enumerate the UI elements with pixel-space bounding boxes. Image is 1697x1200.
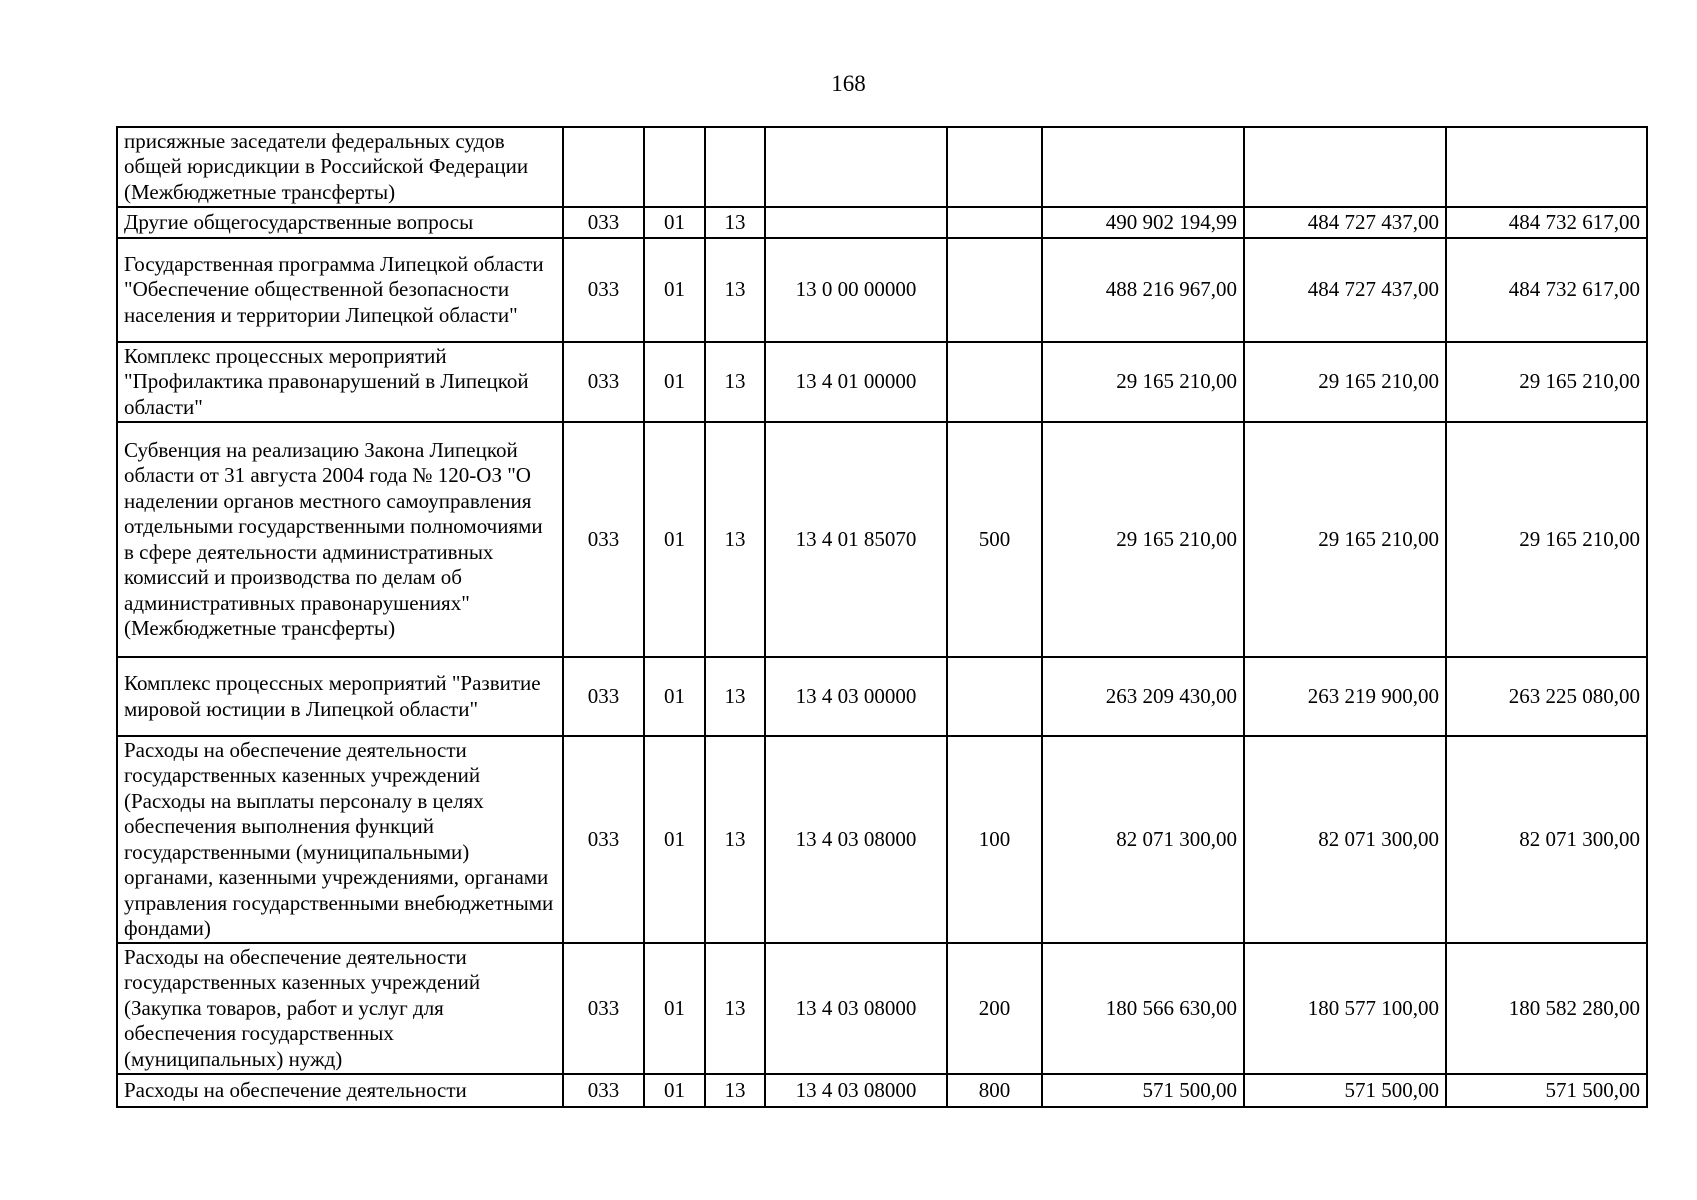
amount-year-3: 180 582 280,00 (1446, 943, 1647, 1074)
target-article-code: 13 0 00 00000 (765, 238, 947, 342)
target-article-code: 13 4 03 00000 (765, 657, 947, 736)
target-article-code: 13 4 03 08000 (765, 1074, 947, 1107)
section-code: 01 (644, 207, 705, 238)
amount-year-2: 571 500,00 (1244, 1074, 1446, 1107)
target-article-code (765, 127, 947, 207)
amount-year-1: 180 566 630,00 (1042, 943, 1244, 1074)
section-code: 01 (644, 238, 705, 342)
subsection-code: 13 (705, 422, 765, 657)
amount-year-2: 263 219 900,00 (1244, 657, 1446, 736)
subsection-code: 13 (705, 657, 765, 736)
amount-year-1: 490 902 194,99 (1042, 207, 1244, 238)
table-row (117, 943, 1647, 1074)
row-name: Расходы на обеспечение деятельности государственных казенных учреждений (Расходы на выплаты персоналу в целях обеспечения выполнения функций государственными (муниципальными) органами, казенными учреждениями, органами управления государственными внебюджетными фондами) (117, 736, 563, 943)
amount-year-2: 484 727 437,00 (1244, 238, 1446, 342)
table-row (117, 342, 1647, 422)
table-body (117, 127, 1647, 1107)
amount-year-3: 29 165 210,00 (1446, 342, 1647, 422)
admin-code: 033 (563, 943, 644, 1074)
expense-type-code: 200 (947, 943, 1042, 1074)
admin-code: 033 (563, 1074, 644, 1107)
admin-code: 033 (563, 342, 644, 422)
amount-year-3 (1446, 127, 1647, 207)
row-name: Другие общегосударственные вопросы (117, 207, 563, 238)
table-row (117, 422, 1647, 657)
row-name: Комплекс процессных мероприятий "Профилактика правонарушений в Липецкой области" (117, 342, 563, 422)
expense-type-code (947, 238, 1042, 342)
admin-code: 033 (563, 422, 644, 657)
table-row (117, 736, 1647, 943)
amount-year-1: 488 216 967,00 (1042, 238, 1244, 342)
amount-year-3: 82 071 300,00 (1446, 736, 1647, 943)
subsection-code (705, 127, 765, 207)
amount-year-2: 82 071 300,00 (1244, 736, 1446, 943)
subsection-code: 13 (705, 342, 765, 422)
admin-code: 033 (563, 238, 644, 342)
amount-year-3: 484 732 617,00 (1446, 207, 1647, 238)
target-article-code: 13 4 03 08000 (765, 943, 947, 1074)
amount-year-2: 29 165 210,00 (1244, 422, 1446, 657)
target-article-code: 13 4 03 08000 (765, 736, 947, 943)
amount-year-1: 82 071 300,00 (1042, 736, 1244, 943)
row-name: Комплекс процессных мероприятий "Развитие мировой юстиции в Липецкой области" (117, 657, 563, 736)
row-name: Государственная программа Липецкой области "Обеспечение общественной безопасности населения и территории Липецкой области" (117, 238, 563, 342)
admin-code: 033 (563, 736, 644, 943)
section-code: 01 (644, 422, 705, 657)
target-article-code: 13 4 01 85070 (765, 422, 947, 657)
subsection-code: 13 (705, 1074, 765, 1107)
amount-year-2: 180 577 100,00 (1244, 943, 1446, 1074)
budget-table (116, 126, 1648, 1108)
admin-code: 033 (563, 657, 644, 736)
expense-type-code (947, 657, 1042, 736)
amount-year-3: 263 225 080,00 (1446, 657, 1647, 736)
subsection-code: 13 (705, 238, 765, 342)
amount-year-1: 29 165 210,00 (1042, 342, 1244, 422)
amount-year-1 (1042, 127, 1244, 207)
section-code: 01 (644, 1074, 705, 1107)
expense-type-code (947, 207, 1042, 238)
section-code: 01 (644, 736, 705, 943)
subsection-code: 13 (705, 736, 765, 943)
subsection-code: 13 (705, 207, 765, 238)
expense-type-code (947, 342, 1042, 422)
amount-year-3: 571 500,00 (1446, 1074, 1647, 1107)
expense-type-code: 100 (947, 736, 1042, 943)
admin-code (563, 127, 644, 207)
admin-code: 033 (563, 207, 644, 238)
section-code: 01 (644, 943, 705, 1074)
row-name: Расходы на обеспечение деятельности государственных казенных учреждений (Закупка товаров, работ и услуг для обеспечения государственных (муниципальных) нужд) (117, 943, 563, 1074)
target-article-code (765, 207, 947, 238)
section-code: 01 (644, 657, 705, 736)
expense-type-code: 500 (947, 422, 1042, 657)
amount-year-3: 29 165 210,00 (1446, 422, 1647, 657)
section-code: 01 (644, 342, 705, 422)
amount-year-2: 29 165 210,00 (1244, 342, 1446, 422)
amount-year-2: 484 727 437,00 (1244, 207, 1446, 238)
subsection-code: 13 (705, 943, 765, 1074)
section-code (644, 127, 705, 207)
amount-year-2 (1244, 127, 1446, 207)
expense-type-code (947, 127, 1042, 207)
table-row (117, 238, 1647, 342)
table-row (117, 1074, 1647, 1107)
amount-year-1: 29 165 210,00 (1042, 422, 1244, 657)
page-number: 168 (831, 71, 866, 96)
amount-year-1: 571 500,00 (1042, 1074, 1244, 1107)
amount-year-1: 263 209 430,00 (1042, 657, 1244, 736)
table-row (117, 207, 1647, 238)
expense-type-code: 800 (947, 1074, 1042, 1107)
amount-year-3: 484 732 617,00 (1446, 238, 1647, 342)
row-name: присяжные заседатели федеральных судов общей юрисдикции в Российской Федерации (Межбюджетные трансферты) (117, 127, 563, 207)
table-row (117, 657, 1647, 736)
target-article-code: 13 4 01 00000 (765, 342, 947, 422)
row-name: Расходы на обеспечение деятельности (117, 1074, 563, 1107)
table-row (117, 127, 1647, 207)
row-name: Субвенция на реализацию Закона Липецкой области от 31 августа 2004 года № 120-ОЗ "О наделении органов местного самоуправления отдельными государственными полномочиями в сфере деятельности административных комиссий и производства по делам об административных правонарушениях" (Межбюджетные трансферты) (117, 422, 563, 657)
